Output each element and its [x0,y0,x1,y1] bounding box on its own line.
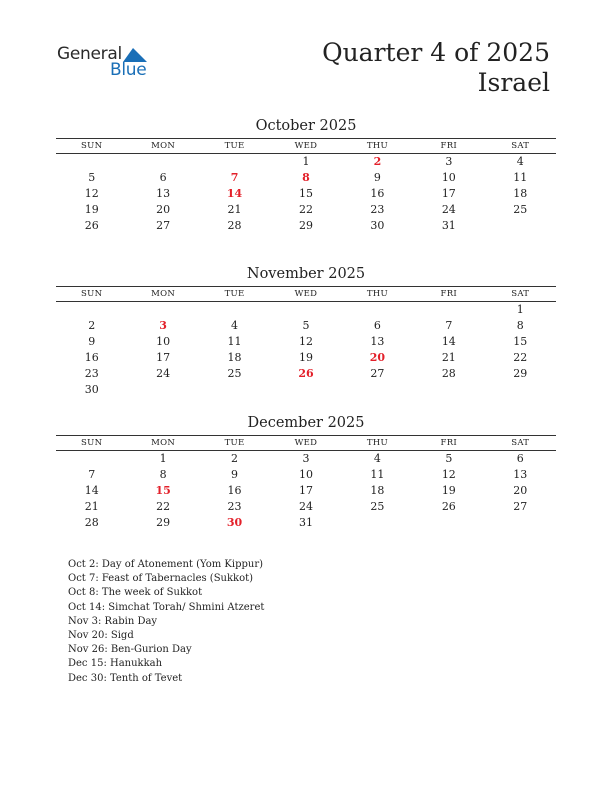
week-row [56,218,556,234]
day-cell: 7 [230,171,239,184]
day-cell: 10 [298,468,313,481]
empty-day-cell [127,382,198,398]
day-cell: 30 [370,219,385,232]
weekday-label: TUE [224,438,245,448]
day-cell: 1 [159,452,167,465]
page-title: Quarter 4 of 2025 [322,38,550,67]
month-calendar [56,264,556,398]
empty-day-cell [342,302,413,318]
holiday-entry: Dec 30: Tenth of Tevet [68,672,183,684]
week-row [56,382,556,398]
empty-day-cell [485,382,556,398]
day-cell: 16 [370,187,385,200]
day-cell: 11 [227,335,242,348]
empty-day-cell [485,515,556,531]
weekday-label: THU [366,289,388,299]
day-cell: 28 [84,516,99,529]
day-cell: 6 [516,452,524,465]
empty-day-cell [127,154,198,170]
day-cell: 8 [302,171,310,184]
empty-day-cell [56,451,127,467]
empty-day-cell [413,382,484,398]
week-row [56,467,556,483]
day-cell: 3 [302,452,310,465]
day-cell: 7 [88,468,96,481]
day-cell: 25 [370,500,385,513]
month-title: October 2025 [255,118,357,134]
holiday-list [68,558,264,686]
day-cell: 22 [156,500,171,513]
day-cell: 13 [370,335,385,348]
day-cell: 21 [84,500,99,513]
country-name: Israel [477,68,550,97]
day-cell: 17 [441,187,456,200]
day-cell: 18 [370,484,385,497]
weekday-label: WED [294,438,318,448]
day-cell: 16 [84,351,99,364]
weekday-label: MON [151,289,176,299]
empty-day-cell [342,515,413,531]
generalblue-logo [57,44,157,80]
day-cell: 24 [441,203,456,216]
holiday-entry: Oct 7: Feast of Tabernacles (Sukkot) [68,573,254,585]
day-cell: 4 [373,452,381,465]
day-cell: 3 [445,155,453,168]
holiday-entry: Oct 14: Simchat Torah/ Shmini Atzeret [68,601,265,613]
day-cell: 11 [513,171,528,184]
day-cell: 23 [84,367,99,380]
week-row [56,451,556,467]
day-cell: 9 [231,468,239,481]
day-cell: 9 [373,171,381,184]
week-row [56,350,556,366]
day-cell: 6 [373,319,381,332]
weekday-label: MON [151,438,176,448]
day-cell: 24 [156,367,171,380]
day-cell: 24 [298,500,313,513]
holiday-entry: Dec 15: Hanukkah [68,658,163,670]
day-cell: 17 [156,351,171,364]
day-cell: 13 [156,187,171,200]
logo-text-blue: Blue [110,60,147,80]
day-cell: 21 [441,351,456,364]
day-cell: 2 [88,319,96,332]
weekday-label: TUE [224,289,245,299]
day-cell: 15 [298,187,313,200]
week-row [56,186,556,202]
day-cell: 12 [298,335,313,348]
weekday-label: WED [294,141,318,151]
day-cell: 25 [227,367,242,380]
day-cell: 20 [156,203,171,216]
weekday-label: THU [366,141,388,151]
day-cell: 9 [88,335,96,348]
week-row [56,483,556,499]
weekday-header-row [56,138,556,154]
day-cell: 5 [88,171,96,184]
day-cell: 18 [227,351,242,364]
holiday-entry: Oct 2: Day of Atonement (Yom Kippur) [68,559,264,570]
day-cell: 28 [227,219,242,232]
day-cell: 26 [298,367,314,380]
holiday-entry: Nov 20: Sigd [68,630,134,642]
week-row [56,499,556,515]
day-cell: 29 [156,516,171,529]
empty-day-cell [270,382,341,398]
month-calendar [56,413,556,531]
week-row [56,334,556,350]
day-cell: 4 [516,155,524,168]
day-cell: 20 [369,351,386,364]
day-cell: 8 [159,468,167,481]
day-cell: 3 [159,319,167,332]
day-cell: 31 [441,219,456,232]
weekday-label: WED [294,289,318,299]
day-cell: 14 [226,187,243,200]
day-cell: 4 [231,319,239,332]
day-cell: 11 [370,468,385,481]
weekday-label: SAT [511,289,530,299]
empty-day-cell [485,218,556,234]
day-cell: 27 [370,367,385,380]
day-cell: 21 [227,203,242,216]
day-cell: 14 [441,335,456,348]
day-cell: 23 [370,203,385,216]
empty-day-cell [199,382,270,398]
weekday-label: SUN [81,141,103,151]
weekday-header-row [56,435,556,451]
day-cell: 28 [441,367,456,380]
week-row [56,170,556,186]
holiday-entry: Nov 26: Ben-Gurion Day [68,644,192,656]
week-row [56,202,556,218]
day-cell: 10 [441,171,456,184]
day-cell: 25 [513,203,528,216]
weekday-label: THU [366,438,388,448]
empty-day-cell [270,302,341,318]
weekday-label: TUE [224,141,245,151]
day-cell: 23 [227,500,242,513]
day-cell: 5 [445,452,453,465]
weekday-label: MON [151,141,176,151]
day-cell: 27 [513,500,528,513]
day-cell: 12 [84,187,99,200]
day-cell: 15 [155,484,171,497]
day-cell: 26 [84,219,99,232]
holiday-entry: Nov 3: Rabin Day [68,615,158,627]
empty-day-cell [199,302,270,318]
empty-day-cell [127,302,198,318]
day-cell: 1 [302,155,310,168]
weekday-label: SAT [511,141,530,151]
day-cell: 1 [516,303,524,316]
day-cell: 19 [84,203,99,216]
week-row [56,302,556,318]
week-row [56,318,556,334]
day-cell: 6 [159,171,167,184]
holiday-entry: Oct 8: The week of Sukkot [68,587,203,599]
day-cell: 14 [84,484,99,497]
empty-day-cell [56,302,127,318]
day-cell: 2 [373,155,382,168]
day-cell: 29 [513,367,528,380]
day-cell: 17 [298,484,313,497]
logo-text-general: General [57,44,122,64]
day-cell: 19 [441,484,456,497]
day-cell: 5 [302,319,310,332]
month-title: December 2025 [247,415,365,431]
weekday-label: SAT [511,438,530,448]
month-title: November 2025 [246,266,366,282]
day-cell: 7 [445,319,453,332]
day-cell: 15 [513,335,528,348]
weekday-label: SUN [81,438,103,448]
empty-day-cell [413,302,484,318]
day-cell: 10 [156,335,171,348]
empty-day-cell [56,154,127,170]
day-cell: 19 [298,351,313,364]
week-row [56,154,556,170]
day-cell: 18 [513,187,528,200]
weekday-header-row [56,286,556,302]
empty-day-cell [199,154,270,170]
weekday-label: FRI [440,141,458,151]
day-cell: 2 [231,452,239,465]
month-calendar [56,116,556,234]
day-cell: 30 [84,383,99,396]
day-cell: 31 [298,516,313,529]
day-cell: 13 [513,468,528,481]
weekday-label: FRI [440,289,458,299]
day-cell: 20 [513,484,528,497]
empty-day-cell [342,382,413,398]
day-cell: 26 [441,500,456,513]
week-row [56,515,556,531]
day-cell: 8 [516,319,524,332]
day-cell: 30 [226,516,243,529]
day-cell: 12 [441,468,456,481]
weekday-label: FRI [440,438,458,448]
day-cell: 16 [227,484,242,497]
day-cell: 22 [513,351,528,364]
week-row [56,366,556,382]
day-cell: 29 [298,219,313,232]
weekday-label: SUN [81,289,103,299]
day-cell: 27 [156,219,171,232]
empty-day-cell [413,515,484,531]
day-cell: 22 [298,203,313,216]
